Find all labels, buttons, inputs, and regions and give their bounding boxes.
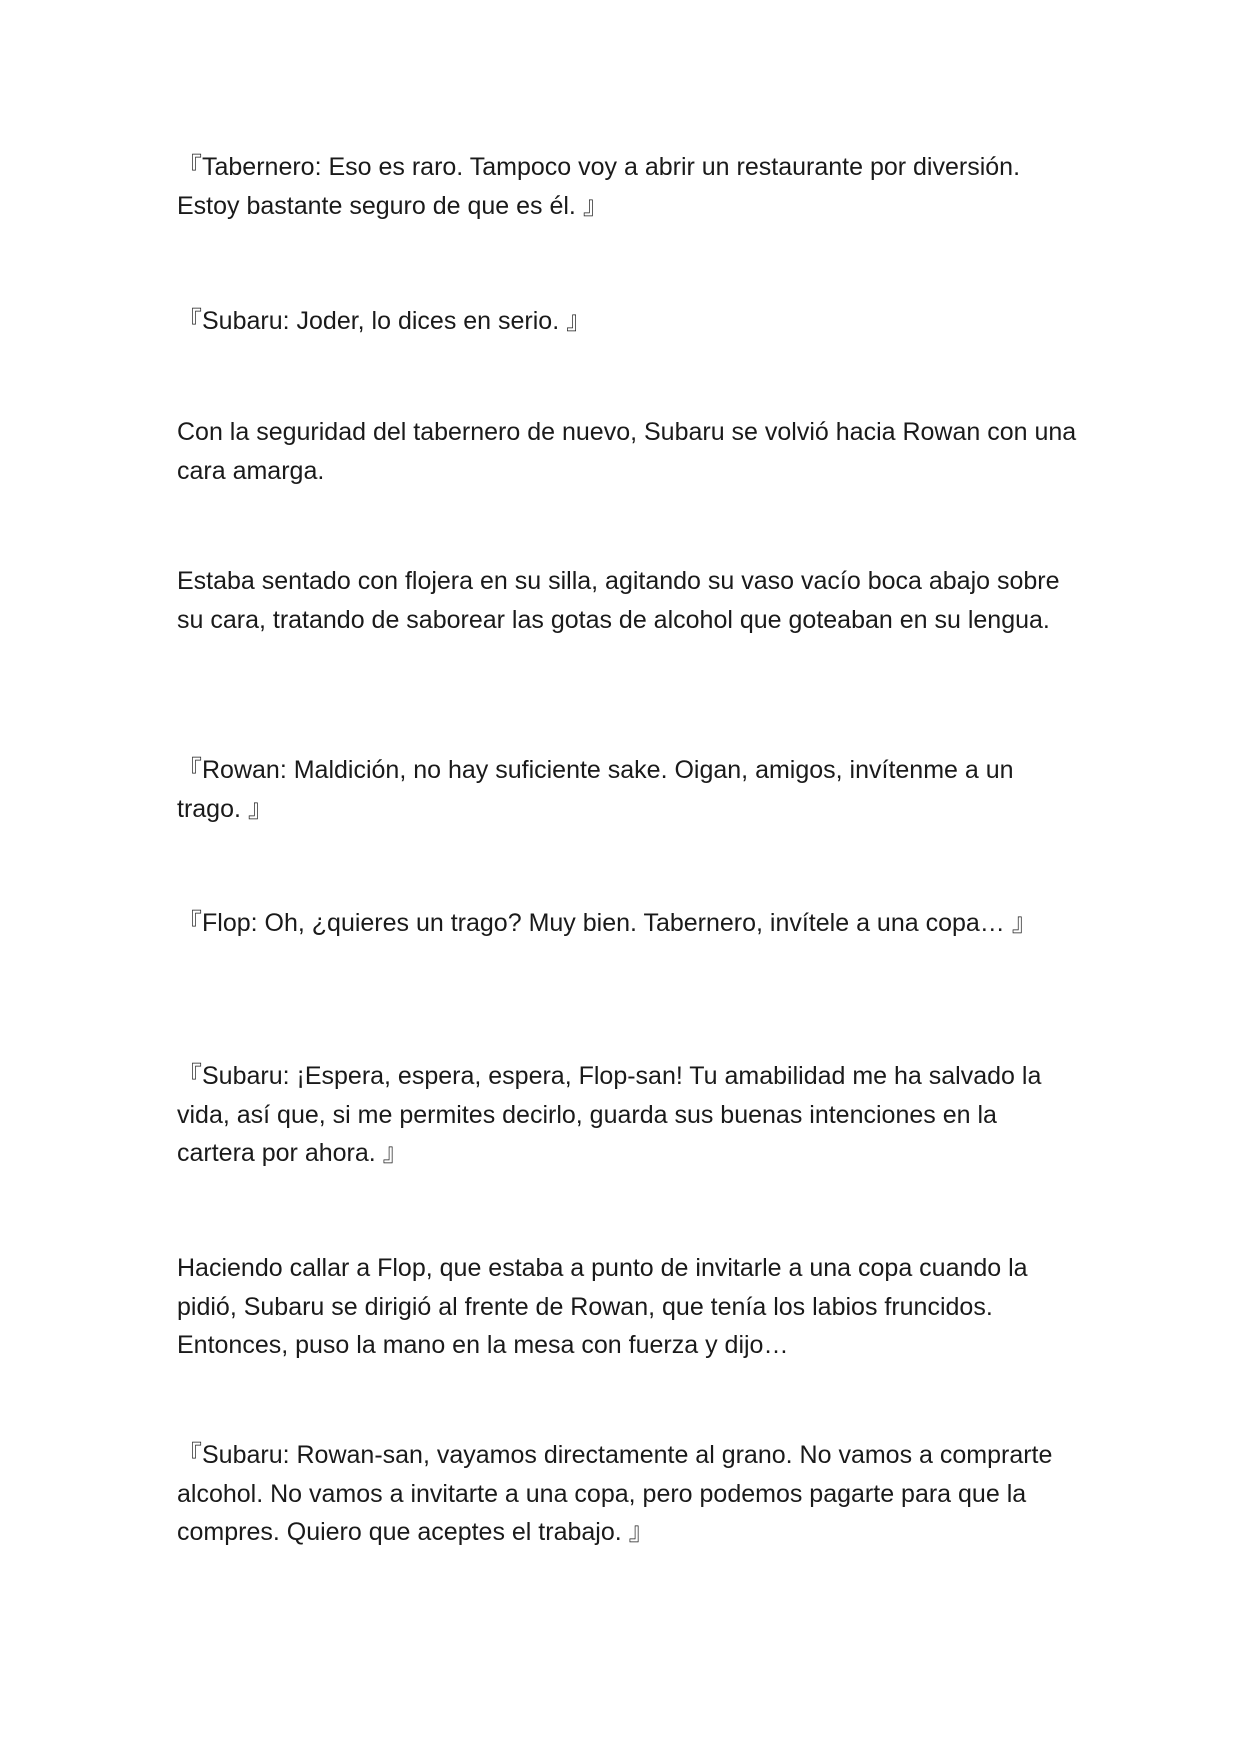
dialogue-subaru-1: 『Subaru: Joder, lo dices en serio. 』	[177, 307, 592, 335]
dialogue-subaru-3: 『Subaru: Rowan-san, vayamos directamente al grano. No vamos a comprarte alcohol. No vamos a invitarte a una copa, pero podemos pagarte para que la compres. Quiero que aceptes el trabajo. 』	[177, 1441, 1053, 1546]
dialogue-flop: 『Flop: Oh, ¿quieres un trago? Muy bien. Tabernero, invítele a una copa… 』	[177, 909, 1037, 937]
dialogue-rowan: 『Rowan: Maldición, no hay suficiente sake. Oigan, amigos, invítenme a un trago. 』	[177, 756, 1014, 823]
narration-1: Con la seguridad del tabernero de nuevo, Subaru se volvió hacia Rowan con una cara amarga.	[177, 418, 1077, 485]
dialogue-subaru-2: 『Subaru: ¡Espera, espera, espera, Flop-san! Tu amabilidad me ha salvado la vida, así que, si me permites decirlo, guarda sus buenas intenciones en la cartera por ahora. 』	[177, 1062, 1042, 1167]
dialogue-tabernero: 『Tabernero: Eso es raro. Tampoco voy a abrir un restaurante por diversión. Estoy bastante seguro de que es él. 』	[177, 153, 1021, 220]
narration-3: Haciendo callar a Flop, que estaba a punto de invitarle a una copa cuando la pidió, Subaru se dirigió al frente de Rowan, que tenía los labios fruncidos. Entonces, puso la mano en la mesa con fuerza y dijo…	[177, 1254, 1028, 1359]
narration-2: Estaba sentado con flojera en su silla, agitando su vaso vacío boca abajo sobre su cara, tratando de saborear las gotas de alcohol que goteaban en su lengua.	[177, 567, 1060, 634]
